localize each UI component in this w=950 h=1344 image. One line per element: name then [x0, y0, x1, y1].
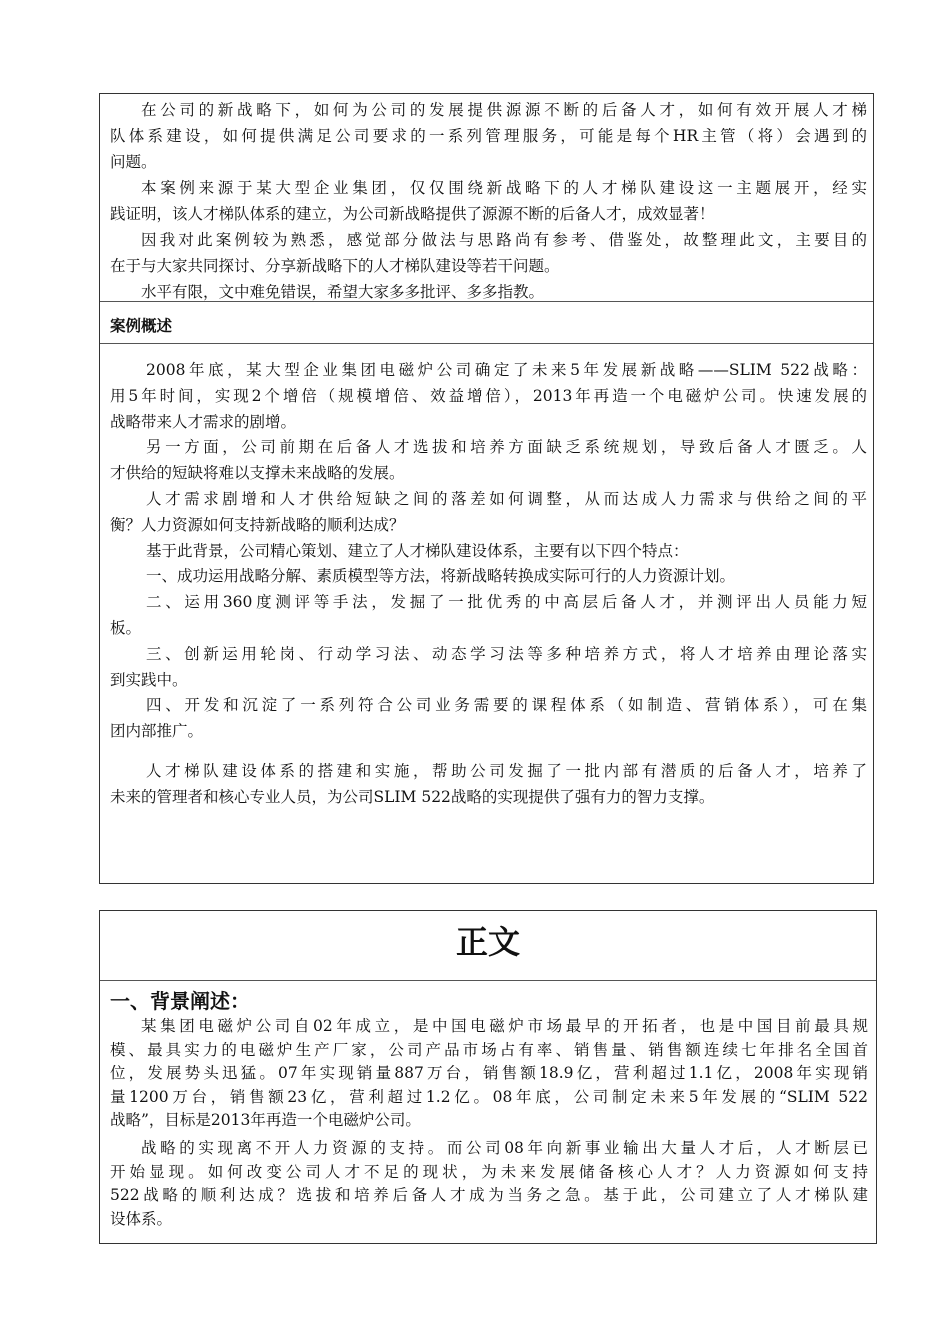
overview-label: 案例概述 — [110, 317, 173, 335]
paragraph-line: 因我对此案例较为熟悉，感觉部分做法与思路尚有参考、借鉴处，故整理此文，主要目的 — [141, 231, 867, 249]
paragraph-line: 践证明，该人才梯队体系的建立，为公司新战略提供了源源不断的后备人才，成效显著！ — [110, 205, 715, 223]
paragraph-line: 未来的管理者和核心专业人员，为公司SLIM 522战略的实现提供了强有力的智力支撑。 — [110, 787, 715, 806]
paragraph-line: 基于此背景，公司精心策划、建立了人才梯队建设体系，主要有以下四个特点： — [146, 541, 689, 560]
main-title: 正文 — [455, 923, 520, 961]
paragraph-line: 设体系。 — [110, 1209, 173, 1228]
paragraph-line: 另一方面，公司前期在后备人才选拔和培养方面缺乏系统规划，导致后备人才匮乏。人 — [146, 438, 867, 457]
overview-label-cell — [100, 302, 873, 344]
summary-table — [99, 93, 874, 884]
paragraph-line: 才供给的短缺将难以支撑未来战略的发展。 — [110, 464, 405, 483]
paragraph-line: 在公司的新战略下，如何为公司的发展提供源源不断的后备人才，如何有效开展人才梯 — [141, 101, 867, 119]
paragraph-line: 某集团电磁炉公司自02年成立，是中国电磁炉市场最早的开拓者，也是中国目前最具规 — [141, 1017, 868, 1035]
paragraph-line: 在于与大家共同探讨、分享新战略下的人才梯队建设等若干问题。 — [110, 257, 560, 275]
paragraph-line: 战略”，目标是2013年再造一个电磁炉公司。 — [110, 1111, 421, 1130]
paragraph-line: 队体系建设，如何提供满足公司要求的一系列管理服务，可能是每个HR主管（将）会遇到的 — [110, 127, 867, 145]
paragraph-line: 二、运用360度测评等手法，发掘了一批优秀的中高层后备人才，并测评出人员能力短 — [146, 593, 867, 612]
paragraph-line: 量1200万台，销售额23亿，营利超过1.2亿。08年底，公司制定未来5年发展的“SLIM 522 — [110, 1087, 868, 1106]
paragraph-line: 三、创新运用轮岗、行动学习法、动态学习法等多种培养方式，将人才培养由理论落实 — [146, 644, 867, 663]
paragraph-line: 板。 — [110, 619, 142, 637]
paragraph-line: 522战略的顺利达成？选拔和培养后备人才成为当务之急。基于此，公司建立了人才梯队建 — [110, 1186, 868, 1205]
paragraph-line: 水平有限，文中难免错误，希望大家多多批评、多多指教。 — [141, 283, 545, 301]
paragraph-line: 到实践中。 — [110, 670, 188, 689]
paragraph-line: 团内部推广。 — [110, 722, 204, 741]
paragraph-line: 模、最具实力的电磁炉生产厂家，公司产品市场占有率、销售量、销售额连续七年排名全国首 — [110, 1040, 868, 1059]
paragraph-line: 战略的实现离不开人力资源的支持。而公司08年向新事业输出大量人才后，人才断层已 — [141, 1139, 868, 1157]
paragraph-line: 四、开发和沉淀了一系列符合公司业务需要的课程体系（如制造、营销体系），可在集 — [146, 696, 867, 715]
preface-cell — [100, 94, 873, 302]
paragraph-line: 战略带来人才需求的剧增。 — [110, 412, 297, 431]
paragraph-line: 2008年底，某大型企业集团电磁炉公司确定了未来5年发展新战略——SLIM 522战略： — [146, 361, 867, 379]
section-heading: 一、背景阐述： — [110, 989, 250, 1013]
main-title-cell — [100, 911, 876, 981]
paragraph-line: 一、成功运用战略分解、素质模型等方法，将新战略转换成实际可行的人力资源计划。 — [146, 567, 736, 586]
paragraph-line: 用5年时间，实现2个增倍（规模增倍、效益增倍），2013年再造一个电磁炉公司。快速发展的 — [110, 386, 867, 405]
paragraph-line: 人才梯队建设体系的搭建和实施，帮助公司发掘了一批内部有潜质的后备人才，培养了 — [146, 762, 867, 780]
paragraph-line: 本案例来源于某大型企业集团，仅仅围绕新战略下的人才梯队建设这一主题展开，经实 — [141, 179, 867, 197]
paragraph-line: 人才需求剧增和人才供给短缺之间的落差如何调整，从而达成人力需求与供给之间的平 — [146, 490, 867, 508]
main-body-table — [99, 910, 877, 1244]
paragraph-line: 问题。 — [110, 153, 157, 171]
paragraph-line: 位，发展势头迅猛。07年实现销量887万台，销售额18.9亿，营利超过1.1亿，2008年实现销 — [110, 1064, 868, 1083]
paragraph-line: 开始显现。如何改变公司人才不足的现状，为未来发展储备核心人才？人力资源如何支持 — [110, 1162, 868, 1181]
paragraph-line: 衡？人力资源如何支持新战略的顺利达成？ — [110, 515, 405, 534]
